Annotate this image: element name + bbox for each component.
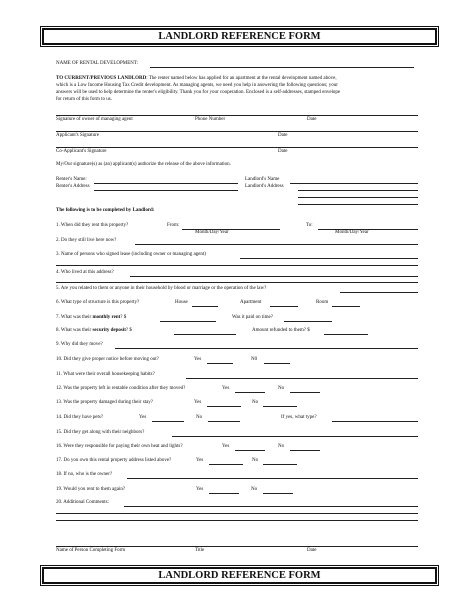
q10-yes-label: Yes [194, 357, 202, 362]
q4-answer-field-2[interactable] [56, 282, 418, 283]
q14-type-field[interactable] [332, 421, 418, 422]
q20-comments-field-3[interactable] [56, 520, 418, 521]
q12-no-field[interactable] [290, 392, 320, 393]
q3-answer-field[interactable] [240, 258, 418, 259]
phone-number-label: Phone Number [195, 117, 226, 122]
authorization-statement: My/Our signature(s) as (an) applicant(s) authorize the release of the above information. [56, 162, 231, 167]
q14-type-label: If yes, what type? [281, 415, 317, 420]
completion-date-label: Date [307, 548, 317, 553]
q6-room-label: Room [316, 300, 329, 305]
q20-comments-field-2[interactable] [56, 513, 418, 514]
completion-signature-field[interactable] [56, 546, 418, 547]
q15-answer-field[interactable] [172, 436, 418, 437]
q12-yes-label: Yes [222, 386, 230, 391]
q6-house-label: House [175, 300, 188, 305]
footer-title: LANDLORD REFERENCE FORM [158, 570, 321, 581]
landlord-address-field-3[interactable] [298, 204, 418, 205]
q7-paid-label: Was it paid on time? [232, 315, 273, 320]
coapplicant-date-label: Date [278, 149, 288, 154]
landlord-address-field-2[interactable] [298, 197, 418, 198]
question-19: 19. Would you rent to them again? [56, 487, 126, 492]
question-16: 16. Were they responsible for paying their own heat and lights? [56, 444, 183, 449]
q16-yes-field[interactable] [235, 450, 265, 451]
q10-yes-field[interactable] [207, 363, 233, 364]
intro-line-4: for return of this form to us. [56, 97, 112, 102]
owner-signature-field[interactable] [56, 115, 418, 116]
q13-yes-field[interactable] [207, 406, 241, 407]
q12-yes-field[interactable] [235, 392, 265, 393]
q17-yes-field[interactable] [209, 464, 243, 465]
applicant-signature-label: Applicant's Signature [56, 133, 99, 138]
header-title: LANDLORD REFERENCE FORM [158, 31, 321, 42]
q20-comments-field[interactable] [124, 506, 418, 507]
q8-refund-label: Amount refunded to them? $ [252, 328, 310, 333]
q6-house-field[interactable] [192, 306, 218, 307]
question-7: 7. What was their monthly rent? $ [56, 315, 127, 320]
development-field[interactable] [150, 67, 414, 68]
q14-no-label: No [196, 415, 203, 420]
question-1: 1. When did they rent this property? [56, 223, 129, 228]
q1-to-format: Month/Day/Year [335, 230, 369, 235]
q13-no-label: No [252, 400, 259, 405]
intro-line-1: TO CURRENT/PREVIOUS LANDLORD: The renter named below has applied for an apartment at the rental development named above, [56, 76, 337, 81]
renter-name-field[interactable] [94, 183, 238, 184]
intro-line-2: which is a Low Income Housing Tax Credit development. As managing agents, we need you help in answering the following questions; your [56, 83, 338, 88]
question-14: 14. Did they have pets? [56, 415, 104, 420]
q6-room-field[interactable] [332, 306, 360, 307]
q14-yes-field[interactable] [152, 421, 184, 422]
q8-deposit-field[interactable] [174, 334, 236, 335]
q5-answer-field[interactable] [340, 292, 418, 293]
question-10: 10. Did they give proper notice before moving out? [56, 357, 159, 362]
development-label: NAME OF RENTAL DEVELOPMENT: [56, 61, 139, 66]
q16-no-field[interactable] [290, 450, 320, 451]
question-9: 9. Why did they move? [56, 342, 103, 347]
renter-address-field[interactable] [94, 190, 238, 191]
coapplicant-signature-label: Co-Applicant's Signature [56, 149, 107, 154]
owner-date-label: Date [307, 117, 317, 122]
question-5: 5. Are you related to them or anyone in their household by blood or marriage or the operation of the law? [56, 286, 267, 291]
q9-answer-field[interactable] [115, 348, 418, 349]
q14-yes-label: Yes [139, 415, 147, 420]
question-8: 8. What was their security deposit? $ [56, 328, 132, 333]
q12-no-label: No [278, 386, 285, 391]
question-4: 4. Who lived at this address? [56, 270, 114, 275]
intro-heading: TO CURRENT/PREVIOUS LANDLORD [56, 76, 147, 81]
question-13: 13. Was the property damaged during their stay? [56, 400, 153, 405]
landlord-name-field[interactable] [290, 183, 418, 184]
q17-no-label: No [252, 458, 259, 463]
question-18: 18. If no, who is the owner? [56, 472, 113, 477]
q1-from-label: From: [167, 223, 180, 228]
q6-apartment-label: Apartment [240, 300, 262, 305]
q14-no-field[interactable] [208, 421, 240, 422]
q2-answer-field[interactable] [135, 244, 418, 245]
q7-rent-field[interactable] [160, 321, 216, 322]
q13-no-field[interactable] [263, 406, 297, 407]
landlord-name-label: Landlord's Name [245, 177, 280, 182]
question-11: 11. What were their overall housekeeping habits? [56, 372, 155, 377]
renter-name-label: Renter's Name: [56, 177, 87, 182]
landlord-section-heading: The following is to be completed by Landlord: [56, 208, 155, 213]
applicant-date-label: Date [278, 133, 288, 138]
q17-no-field[interactable] [263, 464, 297, 465]
coapplicant-signature-field[interactable] [56, 147, 418, 148]
q7-paid-field[interactable] [284, 321, 332, 322]
intro-line-3: answers will be used to help determine the renter's eligibility. Thank you for your cooperation. Enclosed is a self-addresses, stamped envelope [56, 90, 341, 95]
q13-yes-label: Yes [194, 400, 202, 405]
question-6: 6. What type of structure is this property? [56, 300, 140, 305]
question-3: 3. Name of persons who signed lease (including owner or managing agent) [56, 252, 206, 257]
question-15: 15. Did they get along with their neighbors? [56, 430, 145, 435]
q16-no-label: No [278, 444, 285, 449]
applicant-signature-field[interactable] [56, 131, 418, 132]
q19-no-label: No [251, 487, 258, 492]
q11-answer-field[interactable] [186, 378, 418, 379]
q17-yes-label: Yes [196, 458, 204, 463]
q6-apartment-field[interactable] [270, 306, 298, 307]
q4-answer-field[interactable] [130, 276, 418, 277]
completion-name-label: Name of Person Completing Form [56, 548, 126, 553]
landlord-address-field[interactable] [298, 190, 418, 191]
completion-title-label: Title [195, 548, 205, 553]
question-2: 2. Do they still live here now? [56, 238, 117, 243]
owner-signature-label: Signature of owner of managing agent [56, 117, 133, 122]
question-20: 20. Additional Comments: [56, 500, 109, 505]
landlord-address-label: Landlord's Address [245, 184, 284, 189]
renter-address-label: Renter's Address [56, 184, 90, 189]
q10-no-field[interactable] [264, 363, 290, 364]
q16-yes-label: Yes [222, 444, 230, 449]
question-17: 17. Do you own this rental property address listed above? [56, 458, 172, 463]
q18-answer-field[interactable] [127, 478, 418, 479]
q1-to-label: To: [306, 223, 313, 228]
q10-no-label: N0 [251, 357, 258, 362]
q19-yes-field[interactable] [209, 493, 239, 494]
q3-answer-field-2[interactable] [56, 265, 418, 266]
q8-refund-field[interactable] [324, 334, 368, 335]
q19-yes-label: Yes [196, 487, 204, 492]
question-12: 12. Was the property left in rentable condition after they moved? [56, 386, 186, 391]
header-title-banner [42, 28, 437, 45]
footer-title-banner [42, 567, 437, 584]
q19-no-field[interactable] [263, 493, 293, 494]
q1-from-format: Month/Day/Year [195, 230, 229, 235]
